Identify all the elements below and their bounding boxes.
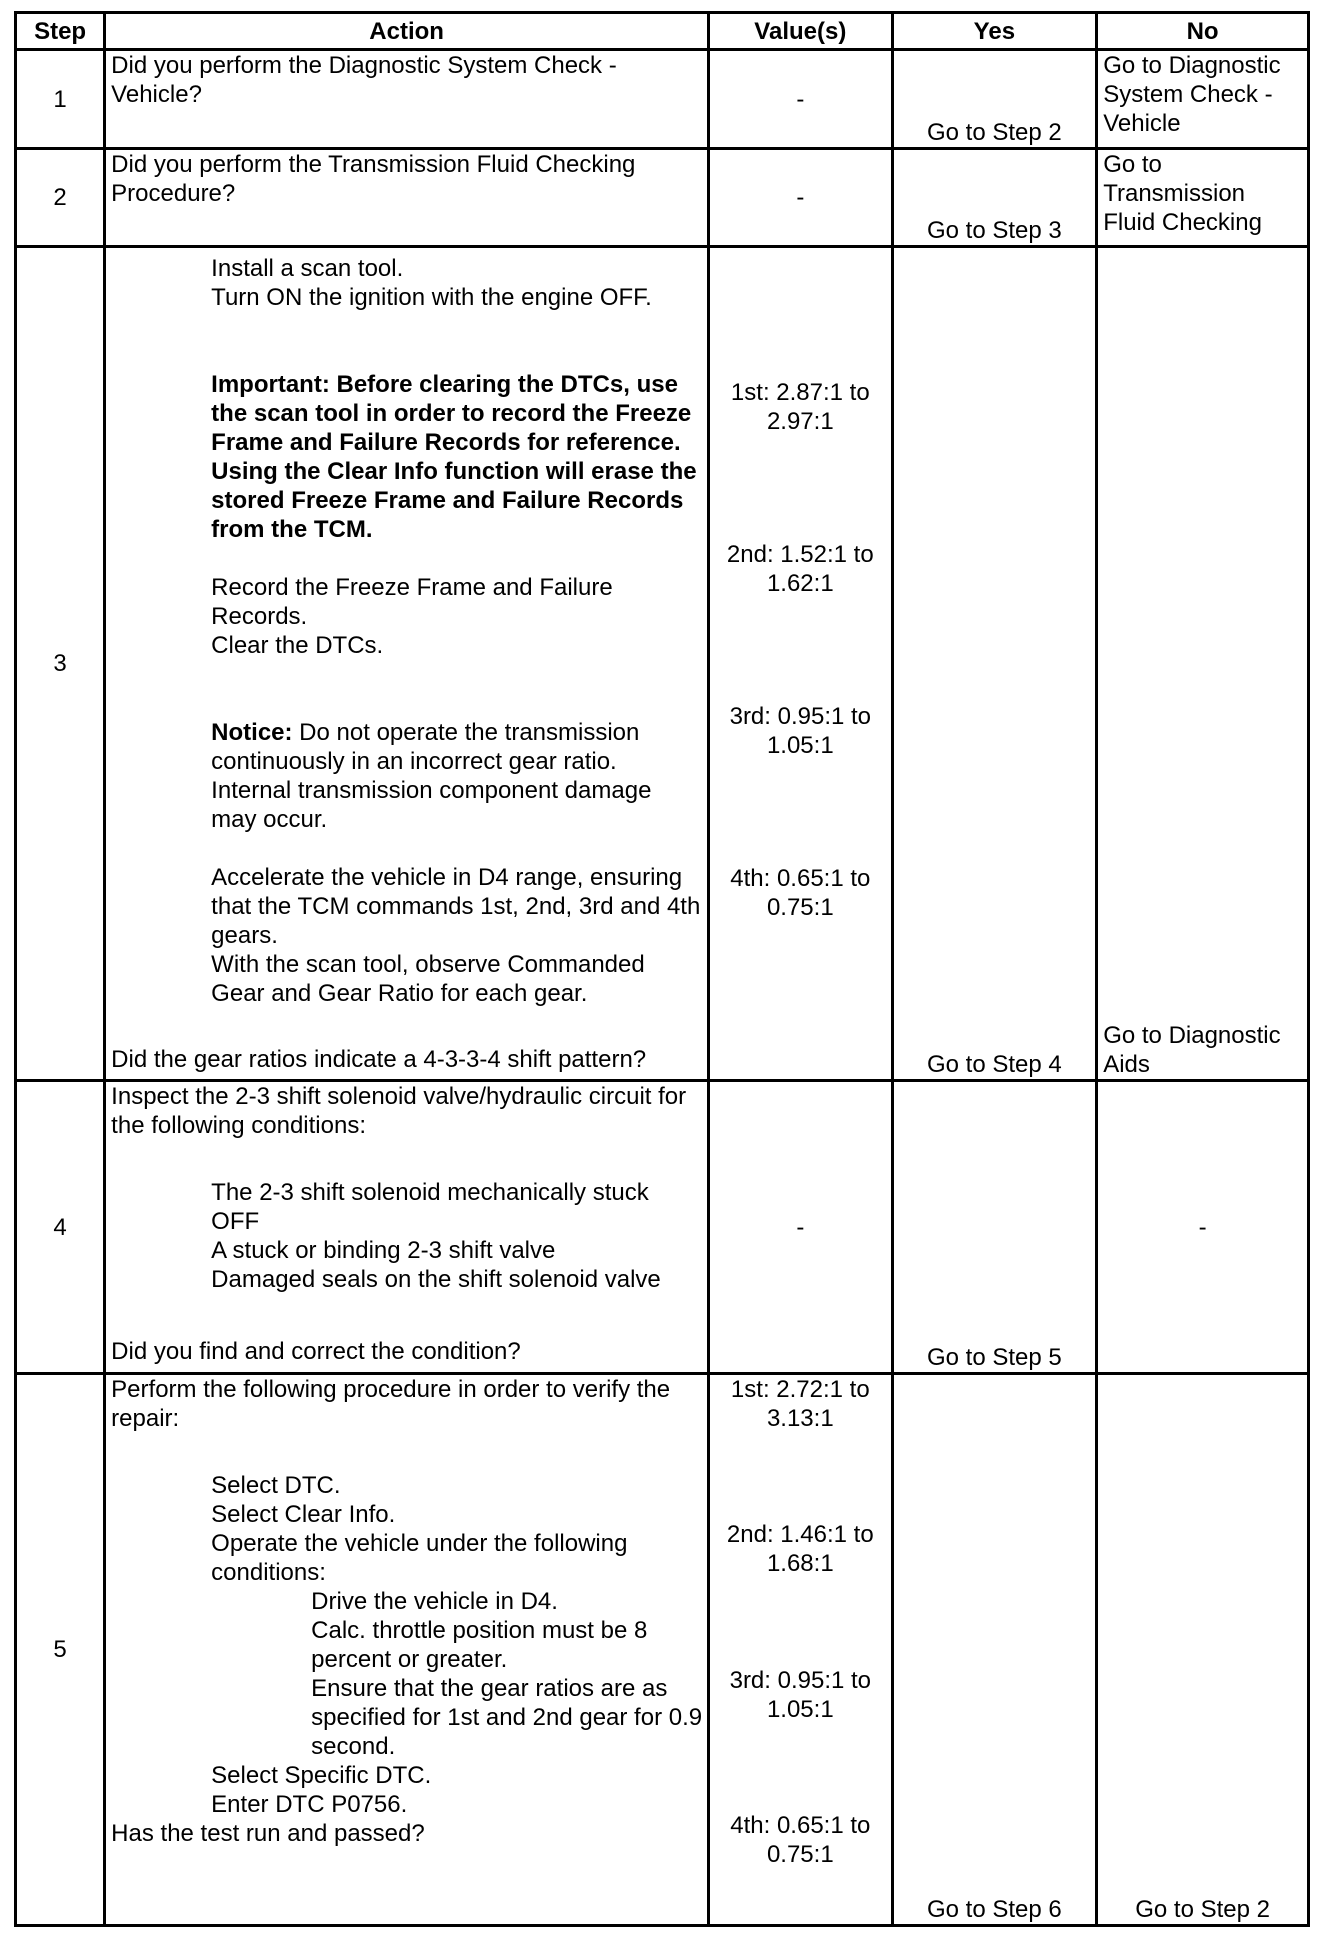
action-cell (105, 1081, 709, 1374)
table-row-step-1 (16, 50, 1309, 149)
action-line: The 2-3 shift solenoid mechanically stuck OFF (211, 1179, 649, 1235)
action-line: Select Specific DTC. (211, 1762, 432, 1789)
action-line: Operate the vehicle under the following conditions: (211, 1530, 628, 1586)
step-number: 1 (16, 50, 105, 149)
action-cell (105, 247, 709, 1081)
action-text: Did you perform the Transmission Fluid Checking Procedure? (105, 149, 709, 247)
notice-note (111, 718, 702, 834)
header-row (16, 13, 1309, 50)
value-text: 3rd: 0.95:1 to 1.05:1 (729, 1666, 872, 1723)
sub-item: Ensure that the gear ratios are as specified for 1st and 2nd gear for 0.9 second. (311, 1675, 703, 1760)
value-text: 4th: 0.65:1 to 0.75:1 (730, 865, 871, 921)
no-text: - (1097, 1081, 1309, 1374)
no-text: Go to Diagnostic System Check - Vehicle (1097, 50, 1309, 149)
value-text: 3rd: 0.95:1 to 1.05:1 (729, 703, 872, 759)
notice-label: Notice: (211, 719, 293, 746)
action-line: Select DTC. (211, 1472, 341, 1499)
table-row-step-4 (16, 1081, 1309, 1374)
action-intro: Perform the following procedure in order to verify the repair: (111, 1376, 671, 1432)
question-text: Has the test run and passed? (111, 1820, 425, 1847)
values-cell (709, 247, 892, 1081)
action-line: Accelerate the vehicle in D4 range, ensuring that the TCM commands 1st, 2nd, 3rd and 4th gears. (211, 864, 701, 949)
step-number: 2 (16, 149, 105, 247)
header-yes: Yes (892, 13, 1097, 50)
action-line: Enter DTC P0756. (211, 1791, 408, 1818)
value-text: 1st: 2.87:1 to 2.97:1 (730, 379, 870, 435)
step-number: 4 (16, 1081, 105, 1374)
action-line: Clear the DTCs. (211, 632, 384, 659)
header-no: No (1097, 13, 1309, 50)
no-text: Go to Transmission Fluid Checking (1097, 149, 1309, 247)
action-line: With the scan tool, observe Commanded Gear and Gear Ratio for each gear. (211, 951, 645, 1007)
header-values: Value(s) (709, 13, 892, 50)
value-text: - (709, 1081, 892, 1374)
yes-text: Go to Step 4 (892, 247, 1097, 1081)
action-line: A stuck or binding 2-3 shift valve (211, 1237, 556, 1264)
yes-text: Go to Step 5 (892, 1081, 1097, 1374)
important-note: Important: Before clearing the DTCs, use the scan tool in order to record the Freeze Frame and Failure Records for reference. Using the Clear Info function will erase the stored Freeze Frame and Failure Records from the TCM. (211, 371, 697, 543)
header-step: Step (16, 13, 105, 50)
value-text: 1st: 2.72:1 to 3.13:1 (730, 1376, 870, 1432)
sub-item: Calc. throttle position must be 8 percent or greater. (311, 1617, 648, 1673)
yes-text: Go to Step 3 (892, 149, 1097, 247)
diagnostic-table (14, 11, 1310, 1927)
values-cell (709, 1374, 892, 1926)
action-line: Record the Freeze Frame and Failure Records. (211, 574, 613, 630)
value-text: - (709, 50, 892, 149)
value-text: 4th: 0.65:1 to 0.75:1 (730, 1811, 871, 1868)
no-text: Go to Diagnostic Aids (1097, 247, 1309, 1081)
table-row-step-3 (16, 247, 1309, 1081)
action-cell (105, 1374, 709, 1926)
yes-text: Go to Step 2 (892, 50, 1097, 149)
sub-item: Drive the vehicle in D4. (311, 1588, 558, 1615)
action-line: Turn ON the ignition with the engine OFF. (211, 284, 652, 311)
notice-text: Do not operate the transmission continuously in an incorrect gear ratio. Internal transmission component damage may occur. (211, 719, 652, 833)
question-text: Did the gear ratios indicate a 4-3-3-4 shift pattern? (111, 1046, 647, 1073)
header-action: Action (105, 13, 709, 50)
no-text: Go to Step 2 (1097, 1374, 1309, 1926)
action-line: Install a scan tool. (211, 255, 404, 282)
value-text: - (709, 149, 892, 247)
table-row-step-2 (16, 149, 1309, 247)
table-row-step-5 (16, 1374, 1309, 1926)
action-line: Select Clear Info. (211, 1501, 396, 1528)
question-text: Did you find and correct the condition? (111, 1338, 521, 1365)
step-number: 5 (16, 1374, 105, 1926)
action-text: Did you perform the Diagnostic System Check - Vehicle? (105, 50, 709, 149)
value-text: 2nd: 1.46:1 to 1.68:1 (726, 1521, 874, 1578)
yes-text: Go to Step 6 (892, 1374, 1097, 1926)
value-text: 2nd: 1.52:1 to 1.62:1 (726, 541, 874, 597)
step-number: 3 (16, 247, 105, 1081)
action-line: Damaged seals on the shift solenoid valve (211, 1266, 661, 1293)
action-intro: Inspect the 2-3 shift solenoid valve/hydraulic circuit for the following conditions: (111, 1083, 687, 1139)
